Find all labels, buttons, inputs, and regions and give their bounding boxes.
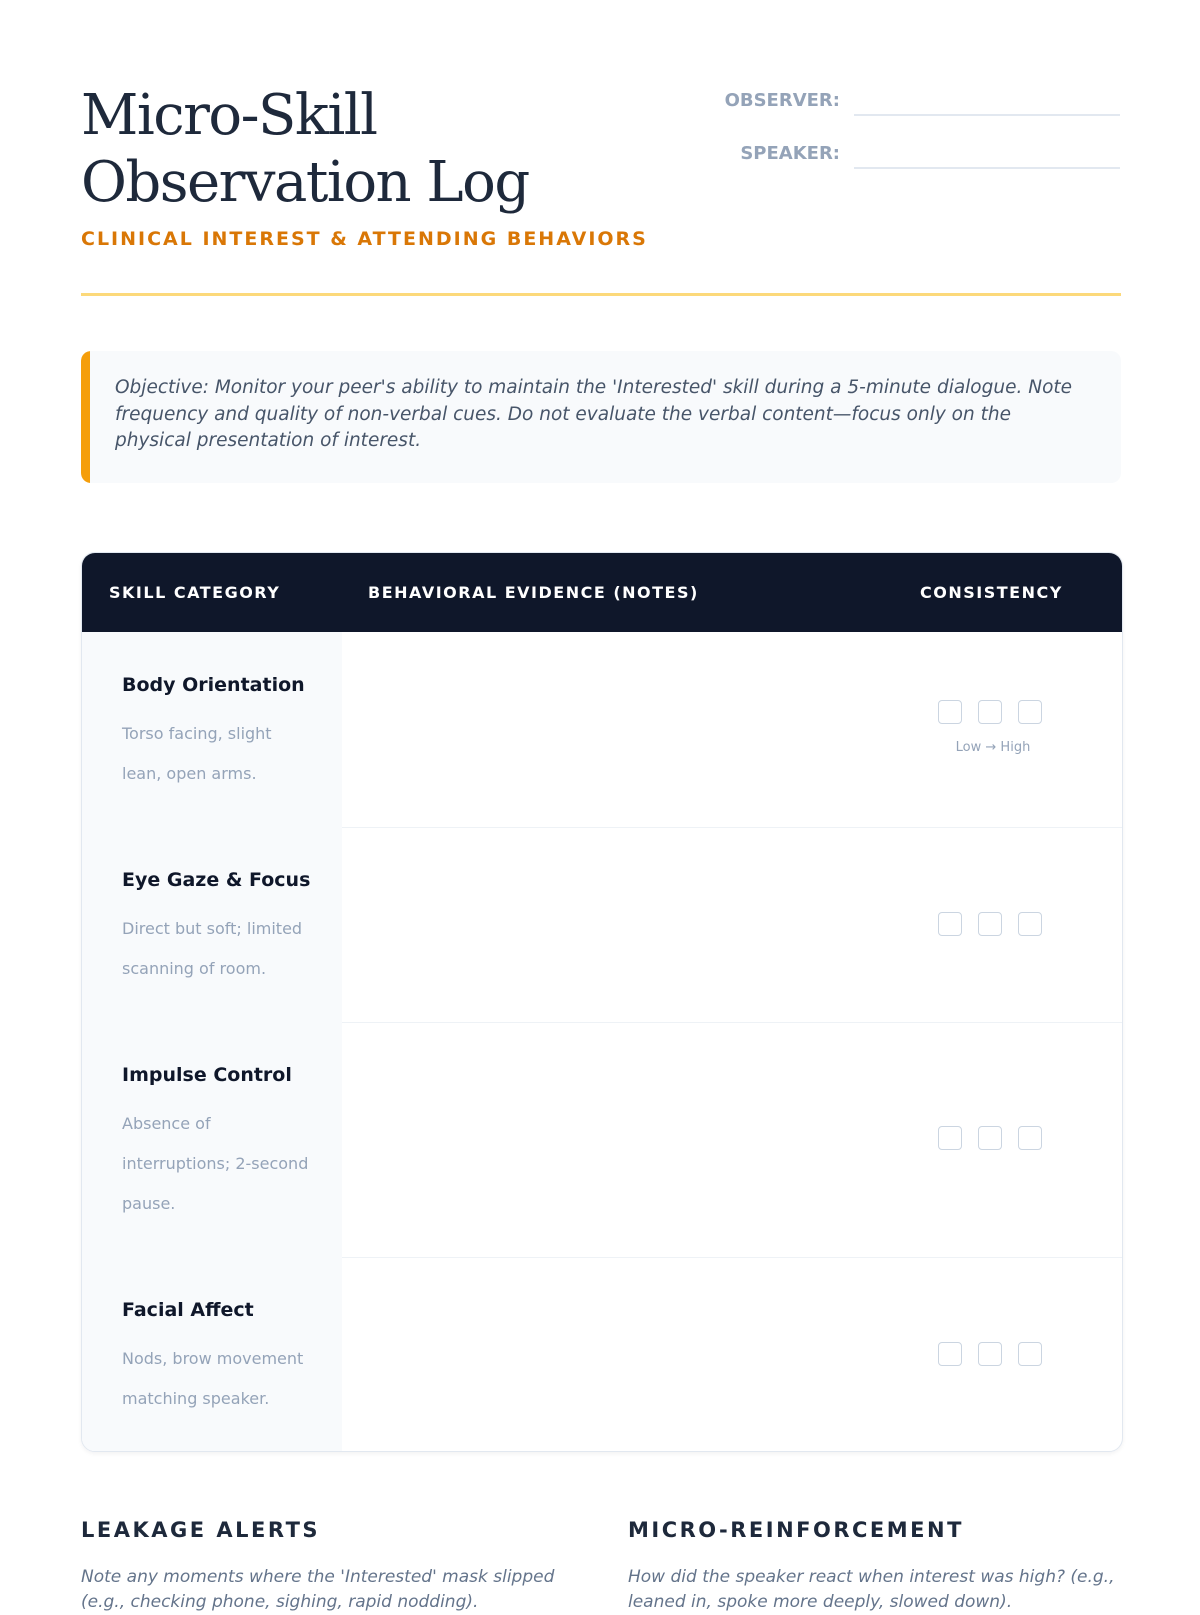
category-cell <box>82 632 342 827</box>
category-description: Direct but soft; limited scanning of room. <box>122 919 303 978</box>
rating-high-checkbox[interactable] <box>1018 700 1042 724</box>
category-cell <box>82 1257 342 1451</box>
table-row-eye-gaze <box>82 827 1122 1023</box>
rating-high-checkbox[interactable] <box>1018 1342 1042 1366</box>
objective-text: Objective: Monitor your peer's ability to maintain the 'Interested' skill during a 5-minute dialogue. Note frequency and quality of non-verbal cues. Do not evaluate the verbal content—focus only on the physical presentation of interest. <box>115 377 1073 451</box>
notes-field[interactable] <box>342 632 902 827</box>
observer-field <box>720 88 1120 118</box>
objective-callout <box>81 351 1121 483</box>
micro-reinforcement-body: How did the speaker react when interest was high? (e.g., leaned in, spoke more deeply, slowed down). <box>628 1567 1115 1612</box>
rating-low-checkbox[interactable] <box>938 1126 962 1150</box>
category-name: Impulse Control <box>122 1064 292 1086</box>
page-title: Micro-Skill Observation Log <box>81 83 529 215</box>
rating-high-checkbox[interactable] <box>1018 1126 1042 1150</box>
speaker-label: SPEAKER: <box>740 143 840 164</box>
category-description: Torso facing, slight lean, open arms. <box>122 724 272 783</box>
category-description: Nods, brow movement matching speaker. <box>122 1349 304 1408</box>
header-behavioral-evidence: BEHAVIORAL EVIDENCE (NOTES) <box>368 583 699 602</box>
observer-label: OBSERVER: <box>724 90 840 111</box>
leakage-alerts-body: Note any moments where the 'Interested' mask slipped (e.g., checking phone, sighing, rapid nodding). <box>81 1567 555 1612</box>
rating-low-checkbox[interactable] <box>938 1342 962 1366</box>
page-subtitle: CLINICAL INTEREST & ATTENDING BEHAVIORS <box>81 228 648 250</box>
micro-reinforcement-title: MICRO-REINFORCEMENT <box>628 1518 964 1542</box>
speaker-field <box>720 141 1120 171</box>
table-header <box>82 553 1122 632</box>
speaker-input-line[interactable] <box>854 167 1120 169</box>
notes-field[interactable] <box>342 1257 902 1451</box>
category-name: Body Orientation <box>122 674 305 696</box>
table-row-body-orientation <box>82 632 1122 828</box>
rating-mid-checkbox[interactable] <box>978 1126 1002 1150</box>
rating-mid-checkbox[interactable] <box>978 700 1002 724</box>
category-name: Facial Affect <box>122 1299 254 1321</box>
observer-input-line[interactable] <box>854 114 1120 116</box>
rating-low-checkbox[interactable] <box>938 912 962 936</box>
rating-high-checkbox[interactable] <box>1018 912 1042 936</box>
scale-label: Low → High <box>955 740 1031 755</box>
category-name: Eye Gaze & Focus <box>122 869 311 891</box>
observation-table <box>81 552 1123 1452</box>
table-row-facial-affect <box>82 1257 1122 1451</box>
notes-field[interactable] <box>342 1022 902 1257</box>
table-row-impulse-control <box>82 1022 1122 1258</box>
category-cell <box>82 827 342 1022</box>
category-cell <box>82 1022 342 1257</box>
rating-mid-checkbox[interactable] <box>978 912 1002 936</box>
category-description: Absence of interruptions; 2-second pause. <box>122 1114 309 1213</box>
notes-field[interactable] <box>342 827 902 1022</box>
rating-low-checkbox[interactable] <box>938 700 962 724</box>
header-skill-category: SKILL CATEGORY <box>109 583 281 602</box>
rating-mid-checkbox[interactable] <box>978 1342 1002 1366</box>
header-divider <box>81 293 1121 296</box>
leakage-alerts-title: LEAKAGE ALERTS <box>81 1518 321 1542</box>
header-consistency: CONSISTENCY <box>920 583 1063 602</box>
